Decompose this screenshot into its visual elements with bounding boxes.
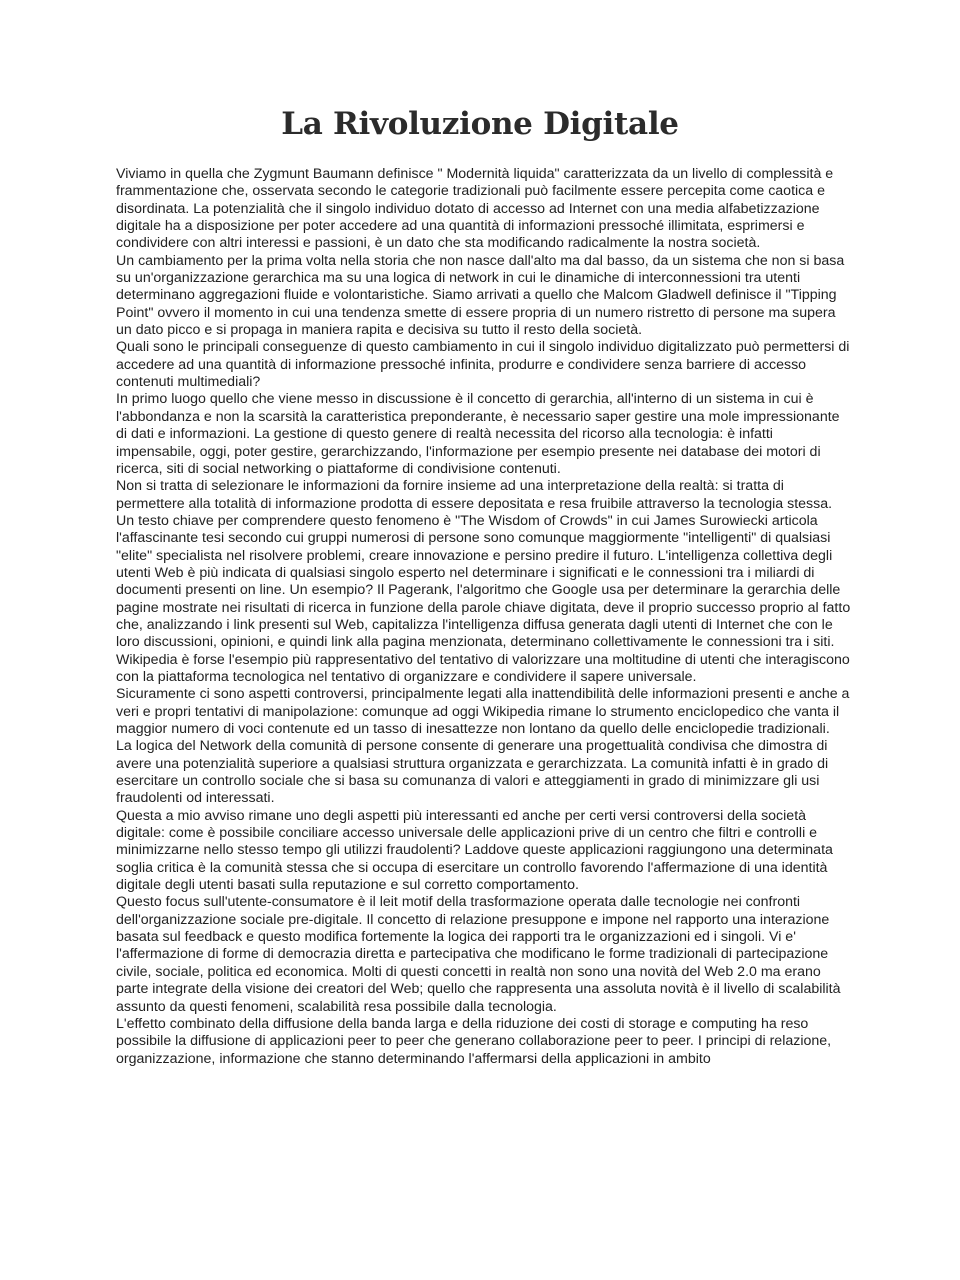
document-title: La Rivoluzione Digitale [281, 106, 679, 142]
paragraph: La logica del Network della comunità di persone consente di generare una progettualità condivisa che dimostra di avere una potenzialità superiore a qualsiasi struttura organizzata e gerarchizzata. La comunità infatti è in grado di esercitare un controllo sociale che si basa su comunanza di valori e atteggiamenti in grado di minimizzare gli usi fraudolenti od interessati. [116, 738, 829, 807]
paragraph: Sicuramente ci sono aspetti controversi, principalmente legati alla inattendibilità delle informazioni presenti e anche a veri e propri tentativi di manipolazione: comunque ad oggi Wikipedia rimane lo strumento enciclopedico che vanta il maggior numero di voci contenute ed un tasso di inesattezze non lontano da quello delle enciclopedie tradizionali. [116, 686, 850, 737]
paragraph: Questo focus sull'utente-consumatore è il leit motif della trasformazione operata dalle tecnologie nei confronti dell'organizzazione sociale pre-digitale. Il concetto di relazione presuppone e impone nel rapporto una interazione basata sul feedback e questo modifica fortemente la logica dei rapporti tra le organizzazioni ed i singoli. Vi e' l'affermazione di forme di democrazia diretta e partecipativa che modificano le forme tradizionali di partecipazione civile, sociale, politica ed economica. Molti di questi concetti in realtà non sono una novità del Web 2.0 ma erano parte integrate della visione dei creatori del Web; quello che rappresenta una assoluta novità è il livello di scalabilità assunto da questi fenomeni, scalabilità resa possibile dalla tecnologia. [116, 894, 841, 1015]
paragraph: In primo luogo quello che viene messo in discussione è il concetto di gerarchia, all'interno di un sistema in cui è l'abbondanza e non la scarsità la caratteristica preponderante, è necessario saper gestire una mole impressionante di dati e informazioni. La gestione di questo genere di realtà necessita del ricorso alla tecnologia: è infatti impensabile, oggi, poter gestire, gerarchizzando, l'informazione per esempio presente nei database dei motori di ricerca, siti di social networking o piattaforme di condivisione contenuti. [116, 391, 840, 477]
paragraph: L'effetto combinato della diffusione della banda larga e della riduzione dei costi di storage e computing ha reso possibile la diffusione di applicazioni peer to peer che generano collaborazione peer to peer. I principi di relazione, organizzazione, informazione che stanno determinando l'affermarsi della applicazioni in ambito [116, 1015, 832, 1067]
paragraph: Quali sono le principali conseguenze di questo cambiamento in cui il singolo individuo digitalizzato può permettersi di accedere ad una quantità di informazione pressoché infinita, produrre e condividere senza barriere di accesso contenuti multimediali? [116, 339, 850, 391]
paragraph: Viviamo in quella che Zygmunt Baumann definisce " Modernità liquida" caratterizzata da un livello di complessità e frammentazione che, osservata secondo le categorie tradizionali può facilmente essere percepita come caotica e disordinata. La potenzialità che il singolo individuo dotato di accesso ad Internet con una media alfabetizzazione digitale ha a disposizione per poter accedere ad una quantità di informazioni pressoché illimitata, esprimersi e condividere con altri interessi e passioni, è un dato che sta modificando radicalmente la nostra società. [116, 166, 834, 252]
paragraph: Un cambiamento per la prima volta nella storia che non nasce dall'alto ma dal basso, da un sistema che non si basa su un'organizzazione gerarchica ma su una logica di network in cui le dinamiche di interconnessioni tra utenti determinano aggregazioni fluide e volontaristiche. Siamo arrivati a quello che Malcom Gladwell definisce il "Tipping Point" ovvero il momento in cui una tendenza smette di essere propria di un numero ristretto di persone ma supera un dato picco e si propaga in maniera rapita e decisiva su tutto il resto della società. [116, 252, 845, 339]
document-body [116, 166, 854, 1068]
paragraph: Questa a mio avviso rimane uno degli aspetti più interessanti ed anche per certi versi controversi della società digitale: come è possibile conciliare accesso universale delle applicazioni prive di un centro che filtri e controlli e minimizzarne nello stesso tempo gli utilizzi fraudolenti? Laddove queste applicazioni raggiungono una determinata soglia critica è la comunità stessa che si occupa di esercitare un controllo favorendo l'affermazione di una identità digitale degli utenti basati sulla reputazione e sul corretto comportamento. [116, 807, 833, 894]
paragraph: Non si tratta di selezionare le informazioni da fornire insieme ad una interpretazione della realtà: si tratta di permettere alla totalità di informazione prodotta di essere depositata e resa fruibile attraverso la tecnologia stessa. Un testo chiave per comprendere questo fenomeno è "The Wisdom of Crowds" in cui James Surowiecki articola l'affascinante tesi secondo cui gruppi numerosi di persone sono comunque maggiormente "intelligenti" di qualsiasi "elite" specialista nel risolvere problemi, creare innovazione e persino predire il futuro. L'intelligenza collettiva degli utenti Web è più indicata di qualsiasi singolo esperto nel determinare i significati e le connessioni tra i miliardi di documenti presenti on line. Un esempio? Il Pagerank, l'algoritmo che Google usa per determinare la gerarchia delle pagine mostrate nei risultati di ricerca in funzione della parole chiave digitata, deve il proprio successo proprio al fatto che, analizzando i link presenti sul Web, capitalizza l'intelligenza diffusa generata dagli utenti di Internet che con le loro discussioni, opinioni, e quindi link alla pagina menzionata, determinano collettivamente le connessioni tra i siti. Wikipedia è forse l'esempio più rappresentativo del tentativo di valorizzare una moltitudine di utenti che interagiscono con la piattaforma tecnologica nel tentativo di organizzare e condividere il sapere universale. [116, 478, 851, 685]
